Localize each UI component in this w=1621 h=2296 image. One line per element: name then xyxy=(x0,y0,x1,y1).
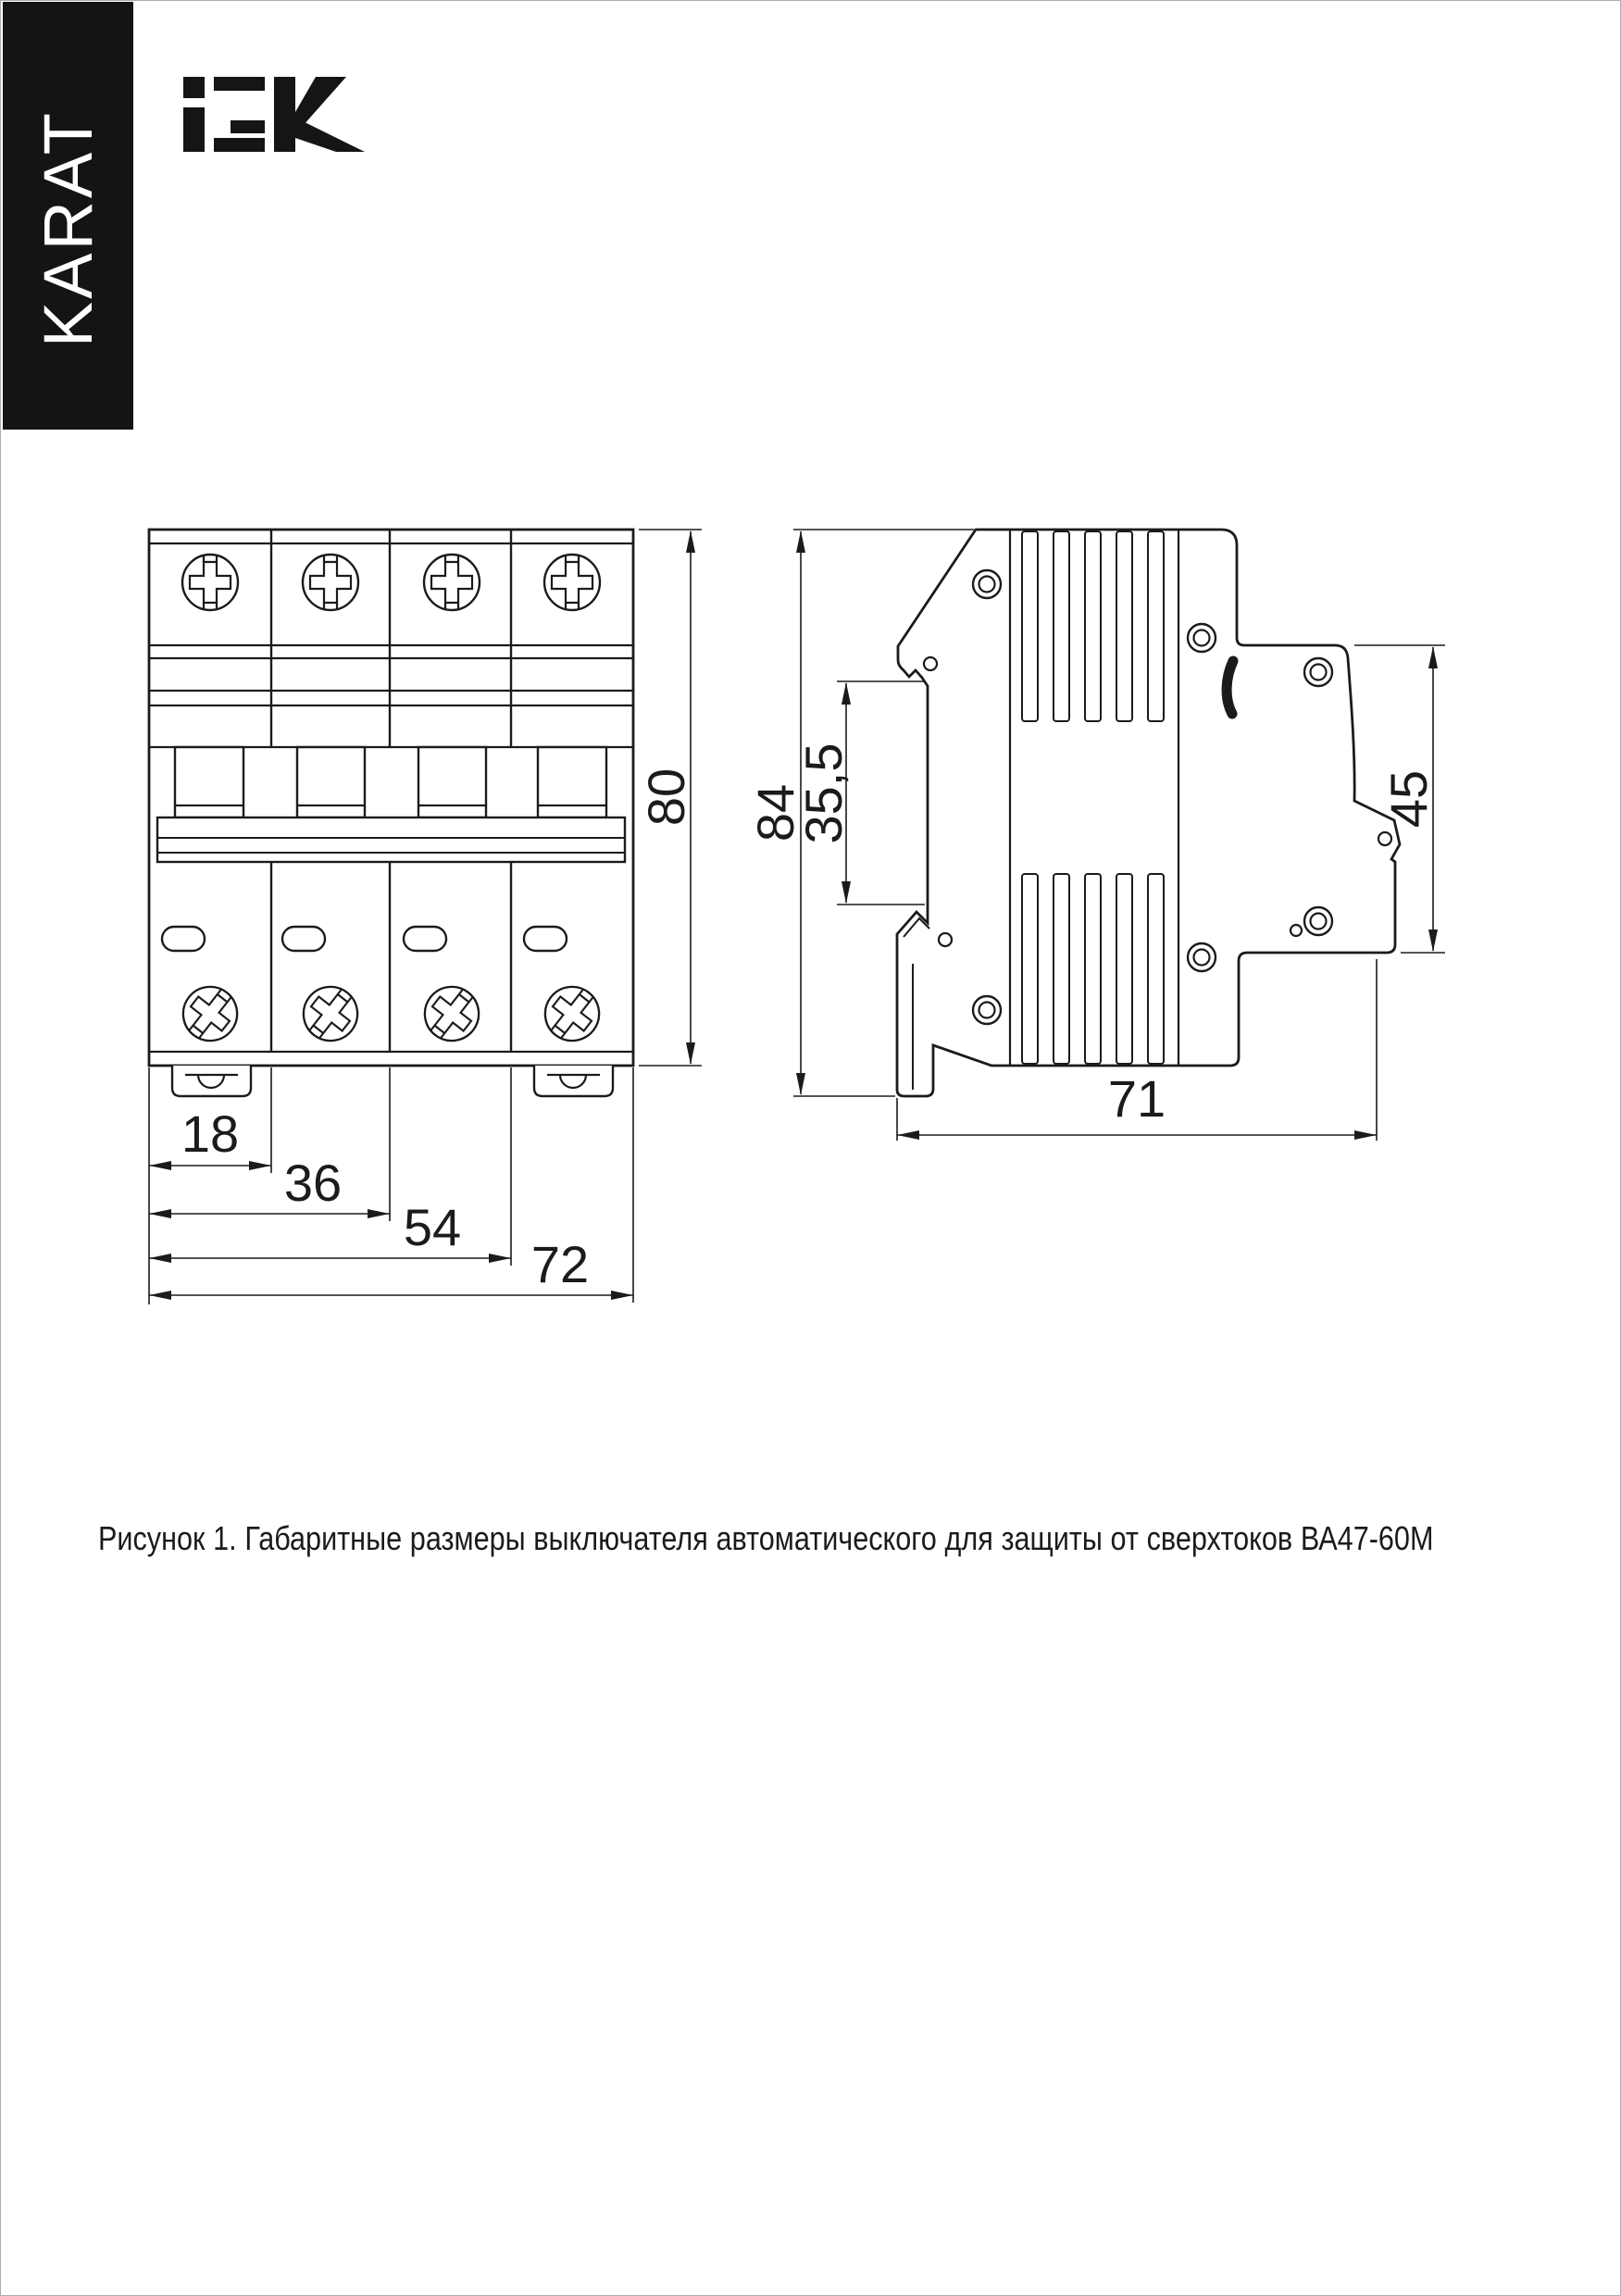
din-clip-left xyxy=(172,1066,251,1096)
front-view xyxy=(149,530,633,1096)
screw-head xyxy=(424,555,480,610)
rivet xyxy=(1304,658,1332,686)
rivet xyxy=(1304,907,1332,935)
dim-label-84: 84 xyxy=(746,783,804,842)
toggle-tie-bar xyxy=(157,817,625,862)
figure-caption: Рисунок 1. Габаритные размеры выключателя автоматического для защиты от сверхтоков ВА47-60М xyxy=(98,1519,1434,1557)
dim-label-80: 80 xyxy=(637,767,695,827)
rivet xyxy=(973,996,1001,1024)
dim-label-45: 45 xyxy=(1379,769,1438,829)
dim-label-71: 71 xyxy=(1107,1069,1166,1128)
rivet xyxy=(1188,624,1216,652)
rivet xyxy=(1188,943,1216,971)
dim-label-72: 72 xyxy=(530,1235,590,1293)
din-clip-right xyxy=(534,1066,613,1096)
dimension-drawing xyxy=(1,1,1621,2296)
rail-recess-dimension xyxy=(794,681,925,905)
screw-head xyxy=(544,555,600,610)
front-width-dimensions xyxy=(149,1067,633,1304)
side-view xyxy=(897,530,1400,1096)
dim-label-18: 18 xyxy=(181,1104,240,1163)
front-height-dimension xyxy=(637,530,702,1066)
screw-head xyxy=(182,555,238,610)
rivet xyxy=(973,570,1001,598)
brand-banner-text: KARAT xyxy=(30,109,106,348)
dim-label-54: 54 xyxy=(403,1198,462,1256)
dim-label-36: 36 xyxy=(283,1154,343,1212)
screw-head xyxy=(303,555,358,610)
dim-label-35-5: 35,5 xyxy=(794,742,853,844)
